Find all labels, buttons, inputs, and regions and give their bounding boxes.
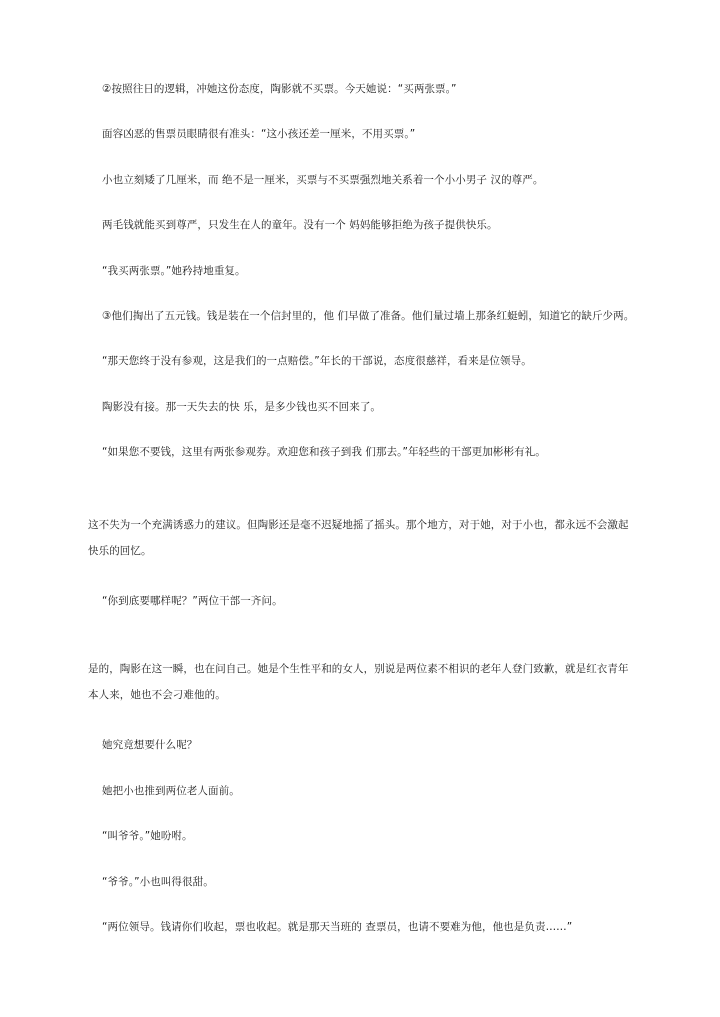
paragraph-10: 这不失为一个充满诱惑力的建议。但陶影还是毫不迟疑地摇了摇头。那个地方，对于她，对于小也，都永远不会激起快乐的回忆。: [88, 519, 629, 557]
paragraph-1: ②按照往日的逻辑，冲她这份态度，陶影就不买票。今天她说：“买两张票。”: [102, 83, 457, 95]
paragraph-8: 陶影没有接。那一天失去的快 乐，是多少钱也买不回来了。: [102, 401, 382, 413]
paragraph-4: 两毛钱就能买到尊严，只发生在人的童年。没有一个 妈妈能够拒绝为孩子提供快乐。: [102, 219, 498, 231]
paragraph-3: 小也立刻矮了几厘米，而 绝不是一厘米，买票与不买票强烈地关系着一个小小男子 汉的尊严。: [102, 174, 544, 186]
paragraph-6: ③他们掏出了五元钱。钱是装在一个信封里的，他 们早做了准备。他们量过墙上那条红蜓蚓，知道它的缺斤少两。: [102, 310, 635, 322]
paragraph-16: “爷爷。”小也叫得很甜。: [102, 876, 214, 888]
paragraph-7: “那天您终于没有参观，这是我们的一点赔偿。”年长的干部说，态度很慈祥，看来是位领导。: [102, 355, 532, 367]
paragraph-9: “如果您不要钱，这里有两张参观券。欢迎您和孩子到我 们那去。”年轻些的干部更加彬彬有礼。: [102, 446, 546, 458]
paragraph-5: “我买两张票。”她矜持地重复。: [102, 265, 246, 277]
paragraph-2: 面容凶恶的售票员眼睛很有准头：“这小孩还差一厘米，不用买票。”: [102, 128, 416, 140]
paragraph-15: “叫爷爷。”她吩咐。: [102, 830, 193, 842]
paragraph-17: “两位领导。钱请你们收起，票也收起。就是那天当班的 查票员，也请不要难为他，他也是负责……”: [102, 921, 573, 933]
paragraph-12: 是的，陶影在这一瞬，也在问自己。她是个生性平和的女人，别说是两位素不相识的老年人登门致歉，就是红衣青年本人来，她也不会刁难他的。: [88, 663, 629, 701]
paragraph-13: 她究竟想要什么呢？: [102, 739, 198, 751]
paragraph-14: 她把小也推到两位老人面前。: [102, 785, 240, 797]
paragraph-11: “你到底要哪样呢？”两位干部一齐问。: [102, 595, 283, 607]
